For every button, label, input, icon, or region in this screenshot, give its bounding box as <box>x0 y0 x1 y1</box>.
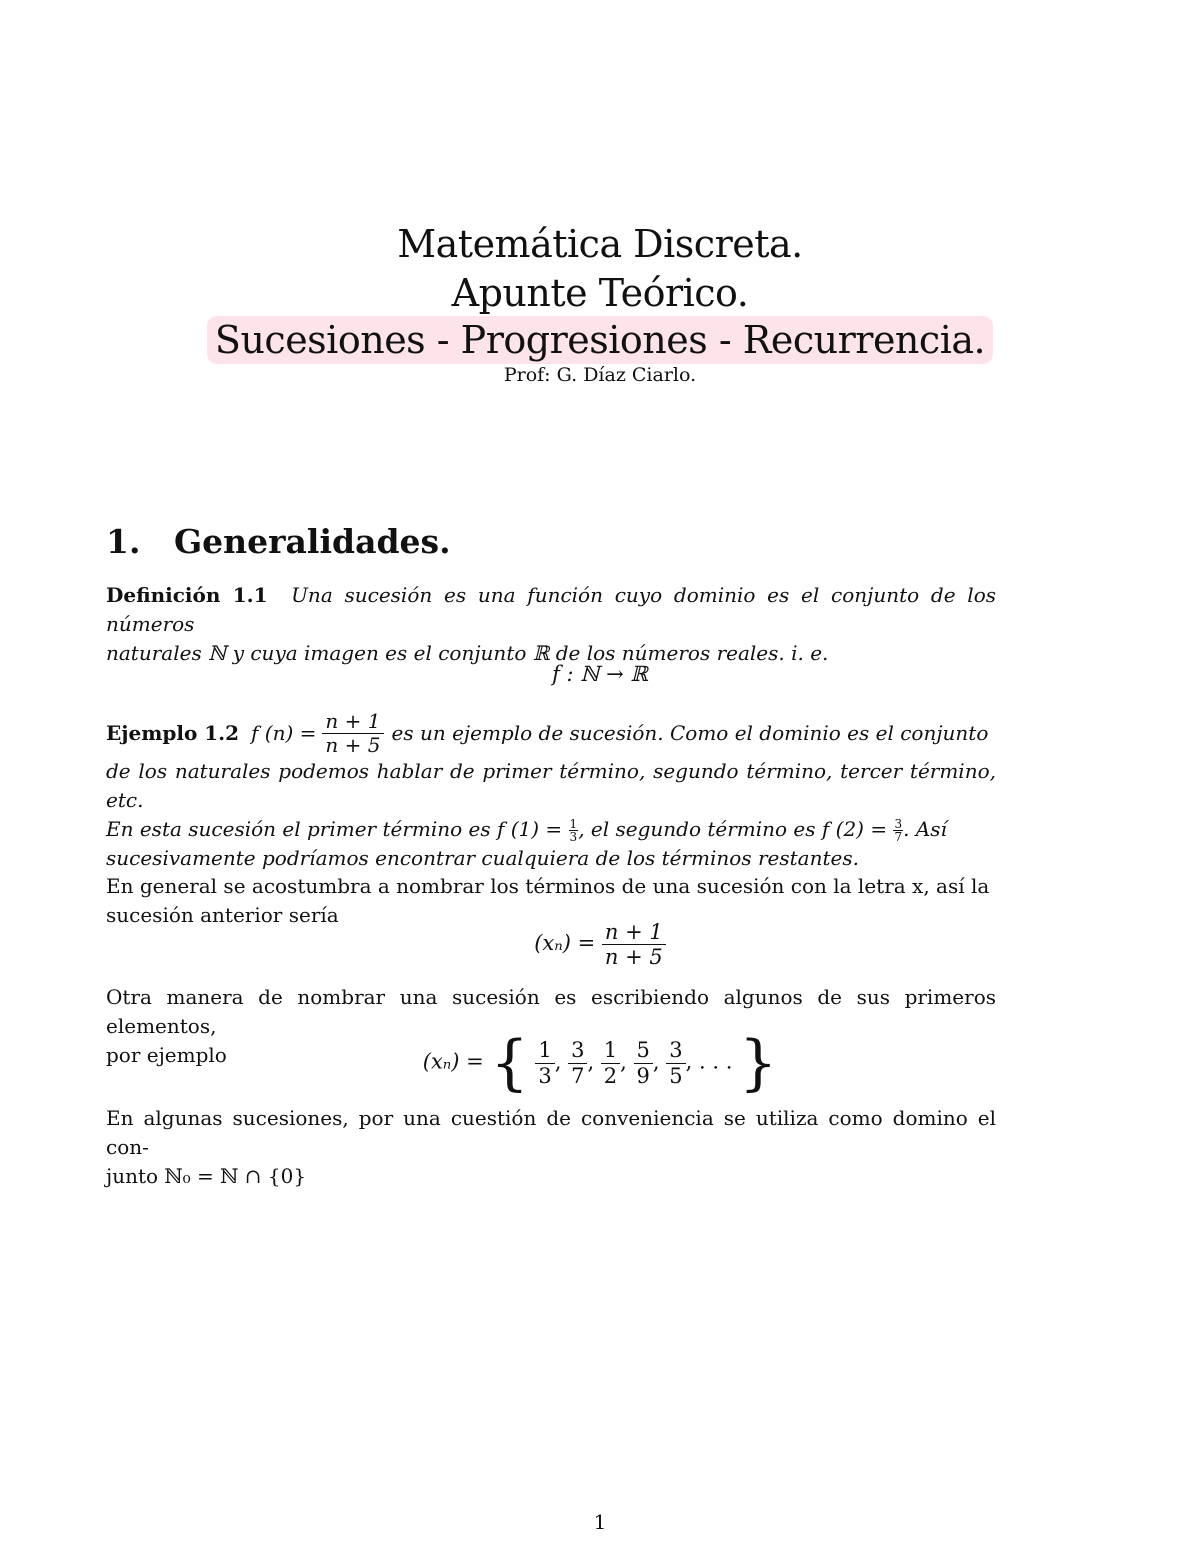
sequence-term-numerator: 3 <box>666 1038 685 1063</box>
paragraph-2-line-1: Otra manera de nombrar una sucesión es escribiendo algunos de sus primeros elementos, <box>106 985 996 1038</box>
sequence-term <box>666 1038 685 1087</box>
left-brace-icon: { <box>490 1028 529 1098</box>
sequence-term <box>601 1038 620 1087</box>
right-brace-icon: } <box>739 1028 778 1098</box>
sequence-formula-denominator: n + 5 <box>604 945 663 970</box>
section-number: 1. <box>106 522 141 561</box>
section-heading <box>106 522 451 561</box>
sequence-list-lhs: (xₙ) = <box>422 1049 484 1074</box>
sequence-formula-fraction <box>602 920 666 969</box>
definition-formula: f : ℕ → ℝ <box>552 662 648 686</box>
example-fraction-denominator: n + 5 <box>325 733 381 757</box>
title-line-1: Matemática Discreta. <box>397 222 803 266</box>
definition-label: Definición 1.1 <box>106 583 268 607</box>
first-term-numerator: 1 <box>569 817 578 831</box>
second-term-denominator: 7 <box>894 830 903 844</box>
sequence-term-denominator: 9 <box>636 1063 650 1088</box>
sequence-term-numerator: 1 <box>601 1038 620 1063</box>
example-text-3 <box>106 815 996 844</box>
sequence-term-denominator: 7 <box>571 1063 585 1088</box>
example-fraction-numerator: n + 1 <box>322 710 383 734</box>
first-term-denominator: 3 <box>569 830 578 844</box>
paragraph-2-line-2: por ejemplo <box>106 1043 227 1067</box>
second-term-numerator: 3 <box>894 817 903 831</box>
title-line-2: Apunte Teórico. <box>451 271 749 315</box>
sequence-term <box>568 1038 587 1087</box>
paragraph-1-line-2: sucesión anterior sería <box>106 903 339 927</box>
page-number: 1 <box>593 1510 607 1534</box>
example-label: Ejemplo 1.2 <box>106 721 240 745</box>
sequence-formula-numerator: n + 1 <box>602 920 666 945</box>
paragraph-3-line-1: En algunas sucesiones, por una cuestión de conveniencia se utiliza como domino el con- <box>106 1106 996 1159</box>
sequence-term-denominator: 2 <box>603 1063 618 1088</box>
paragraph-3-line-2: junto ℕ₀ = ℕ ∩ {0} <box>106 1164 307 1188</box>
paragraph-1-line-1: En general se acostumbra a nombrar los términos de una sucesión con la letra x, así la <box>106 874 990 898</box>
definition-block <box>106 581 996 668</box>
sequence-term-numerator: 1 <box>535 1038 554 1063</box>
paragraph-3 <box>106 1104 996 1191</box>
section-title: Generalidades. <box>174 522 451 561</box>
example-text-2: de los naturales podemos hablar de primer término, segundo término, tercer término, etc. <box>106 759 996 812</box>
sequence-ellipsis: , . . . <box>685 1049 733 1074</box>
sequence-term-numerator: 5 <box>634 1038 653 1063</box>
sequence-term-numerator: 3 <box>568 1038 587 1063</box>
example-text-1: es un ejemplo de sucesión. Como el dominio es el conjunto <box>391 721 989 745</box>
title-line-3 <box>0 318 1200 362</box>
sequence-formula <box>0 920 1200 969</box>
sequence-term <box>535 1038 554 1087</box>
example-text-4: sucesivamente podríamos encontrar cualquiera de los términos restantes. <box>106 846 859 870</box>
second-term-fraction <box>893 818 903 843</box>
first-term-fraction <box>569 818 579 843</box>
sequence-list <box>0 1028 1200 1098</box>
example-function-lhs: f (n) = <box>251 721 317 745</box>
sequence-terms: $\frac{1}{3}$ , $\frac{3}{7}$ , $\frac{1}{2}$ , $\frac{5}{9}$ , $\frac{3}{5}$ <box>535 1050 685 1074</box>
sequence-term <box>634 1038 653 1087</box>
example-text-3c: . Así <box>903 817 947 841</box>
sequence-formula-lhs: (xₙ) = <box>534 931 596 956</box>
example-text-3b: , el segundo término es f (2) = <box>578 817 888 841</box>
example-fraction <box>322 710 383 757</box>
sequence-term-denominator: 5 <box>669 1063 683 1088</box>
example-block <box>106 710 996 873</box>
highlighted-subtitle: Sucesiones - Progresiones - Recurrencia. <box>207 316 993 364</box>
sequence-term-denominator: 3 <box>538 1063 552 1088</box>
definition-text-1: Una sucesión es una función cuyo dominio es el conjunto de los números <box>106 583 997 636</box>
definition-text-2: naturales ℕ y cuya imagen es el conjunto ℝ de los números reales. i. e. <box>106 641 829 665</box>
author-line: Prof: G. Díaz Ciarlo. <box>503 364 697 386</box>
example-text-3a: En esta sucesión el primer término es f (1) = <box>106 817 563 841</box>
